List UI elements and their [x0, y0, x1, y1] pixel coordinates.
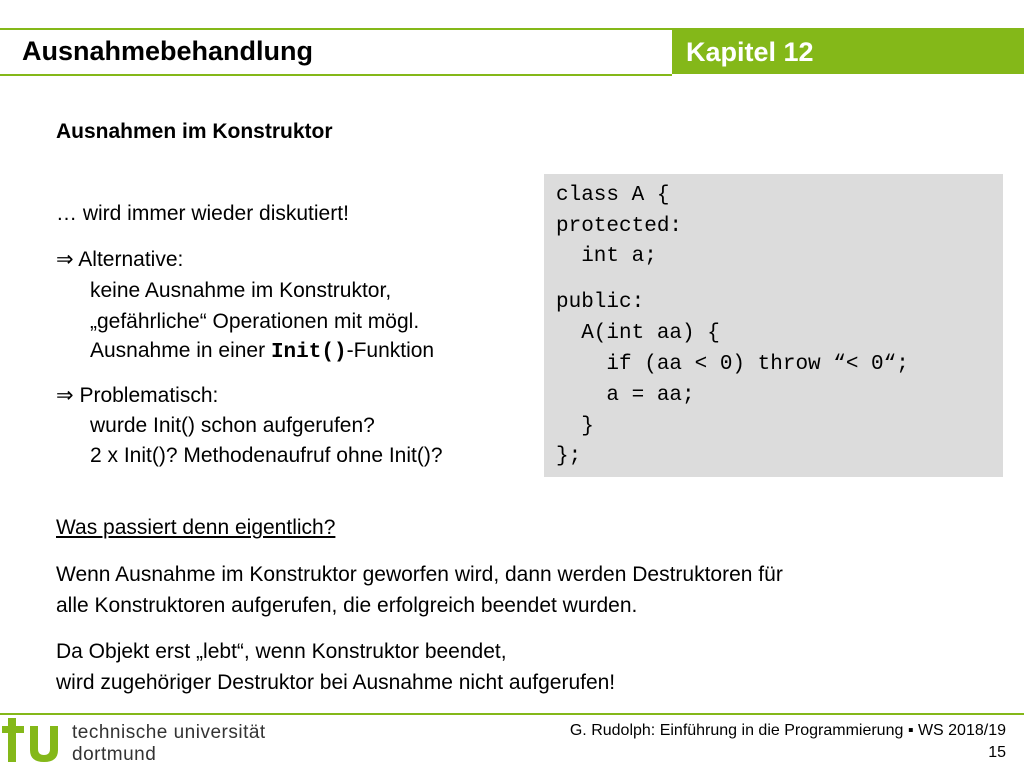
paragraph-1-line-2: alle Konstruktoren aufgerufen, die erfolgreich beendet wurden. — [56, 594, 638, 617]
code-line-1: class A { — [556, 184, 670, 207]
university-line-1: technische universität — [72, 722, 266, 743]
paragraph-2-line-1: Da Objekt erst „lebt“, wenn Konstruktor beendet, — [56, 640, 507, 663]
tu-logo-mark-icon — [2, 716, 66, 764]
tu-logo — [2, 716, 66, 764]
paragraph-2-line-2: wird zugehöriger Destruktor bei Ausnahme nicht aufgerufen! — [56, 671, 616, 694]
code-line-9: }; — [556, 445, 582, 468]
init-code: Init() — [270, 341, 347, 364]
header-bottom-rule — [0, 74, 672, 76]
ellipsis: … — [56, 202, 77, 225]
problem-heading — [56, 383, 218, 408]
code-line-7: a = aa; — [556, 384, 695, 407]
section-subtitle: Ausnahmen im Konstruktor — [56, 120, 333, 143]
footer-rule — [0, 713, 1024, 715]
arrow-icon: ⇒ — [56, 384, 74, 407]
alternative-line-2: „gefährliche“ Operationen mit mögl. — [90, 310, 420, 333]
intro-text: wird immer wieder diskutiert! — [82, 202, 349, 225]
tu-logo-letters: tu — [2, 716, 3, 717]
intro-line — [56, 201, 349, 226]
chapter-badge: Kapitel 12 — [672, 30, 1024, 74]
code-line-2: protected: — [556, 215, 683, 238]
footer-credit — [570, 720, 1006, 764]
university-name — [72, 722, 266, 766]
alternative-line-3 — [90, 338, 434, 365]
code-line-3: int a; — [556, 245, 657, 268]
code-line-6: if (aa < 0) throw “< 0“; — [556, 353, 909, 376]
problem-label: Problematisch: — [79, 384, 219, 407]
code-line-5: A(int aa) { — [556, 322, 720, 345]
arrow-icon: ⇒ — [56, 248, 74, 271]
alt-line3-post: -Funktion — [346, 339, 435, 362]
paragraph-1-line-1: Wenn Ausnahme im Konstruktor geworfen wird, dann werden Destruktoren für — [56, 563, 783, 586]
page-number: 15 — [988, 744, 1006, 761]
credit-text: G. Rudolph: Einführung in die Programmierung ▪ WS 2018/19 — [569, 722, 1006, 739]
university-line-2: dortmund — [72, 744, 157, 765]
alternative-label: Alternative: — [78, 248, 184, 271]
alternative-heading — [56, 247, 183, 272]
problem-line-1: wurde Init() schon aufgerufen? — [90, 414, 375, 437]
slide-title: Ausnahmebehandlung — [22, 36, 314, 66]
code-line-4: public: — [556, 291, 645, 314]
code-line-8: } — [556, 415, 594, 438]
question-heading: Was passiert denn eigentlich? — [56, 516, 336, 539]
alt-line3-pre: Ausnahme in einer — [90, 339, 271, 362]
alternative-line-1: keine Ausnahme im Konstruktor, — [90, 279, 392, 302]
problem-line-2: 2 x Init()? Methodenaufruf ohne Init()? — [90, 444, 443, 467]
